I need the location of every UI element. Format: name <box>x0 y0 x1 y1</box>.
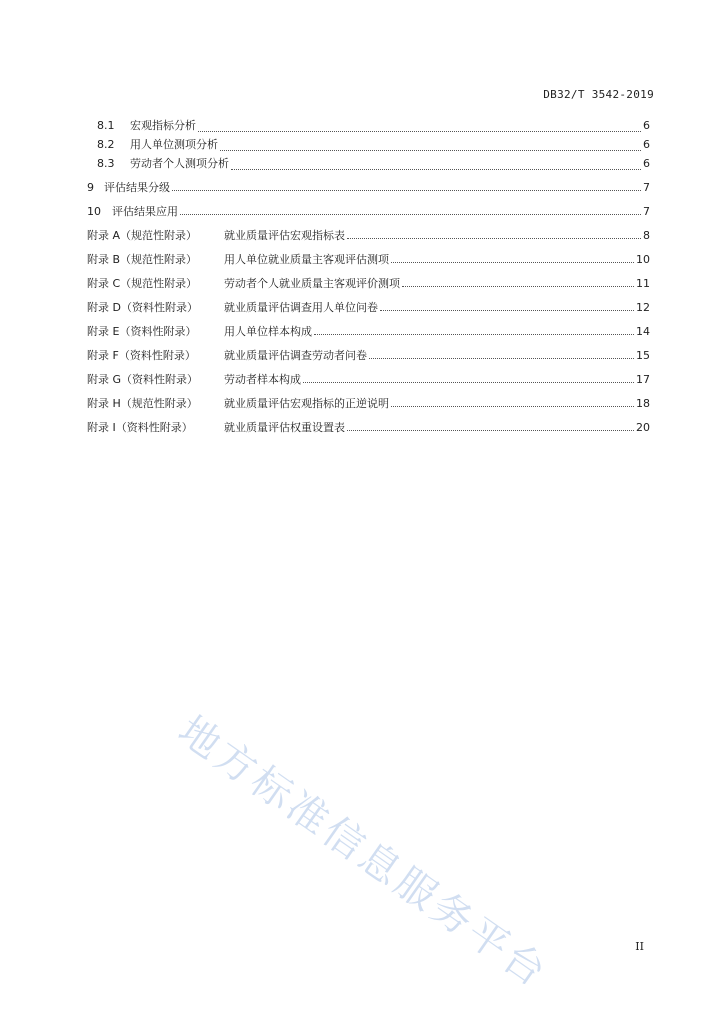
toc-entry-number: 8.1 <box>97 119 115 132</box>
toc-entry-title: 评估结果应用 <box>112 204 178 218</box>
toc-entry-appendix-a[interactable] <box>87 223 650 247</box>
standard-code: DB32/T 3542-2019 <box>543 88 654 101</box>
toc-entry-title: 用人单位就业质量主客观评估测项 <box>224 252 389 266</box>
toc-entry-page: 6 <box>643 119 650 132</box>
toc-entry-number: 附录 A（规范性附录） <box>87 228 198 242</box>
toc-dot-leader <box>172 189 641 191</box>
toc-dot-leader <box>303 381 634 383</box>
toc-dot-leader <box>198 130 641 132</box>
watermark-text: 地方标准信息服务平台 <box>169 707 557 998</box>
toc-entry-9[interactable] <box>87 175 650 199</box>
toc-entry-number: 附录 I（资料性附录） <box>87 420 193 434</box>
toc-dot-leader <box>180 213 641 215</box>
toc-entry-page: 7 <box>643 180 650 194</box>
toc-entry-page: 12 <box>636 300 650 314</box>
toc-entry-page: 8 <box>643 228 650 242</box>
toc-dot-leader <box>231 168 641 170</box>
toc-entry-appendix-g[interactable] <box>87 367 650 391</box>
toc-dot-leader <box>402 285 634 287</box>
toc-entry-page: 15 <box>636 348 650 362</box>
toc-entry-number: 附录 D（资料性附录） <box>87 300 198 314</box>
toc-entry-title: 劳动者样本构成 <box>224 372 301 386</box>
toc-entry-page: 17 <box>636 372 650 386</box>
toc-entry-title: 劳动者个人就业质量主客观评价测项 <box>224 276 400 290</box>
toc-entry-title: 用人单位样本构成 <box>224 324 312 338</box>
toc-entry-title: 就业质量评估权重设置表 <box>224 420 345 434</box>
toc-entry-title: 就业质量评估调查用人单位问卷 <box>224 300 378 314</box>
toc-entry-title: 劳动者个人测项分析 <box>130 157 229 170</box>
toc-entry-number: 附录 E（资料性附录） <box>87 324 197 338</box>
toc-dot-leader <box>369 357 634 359</box>
toc-entry-appendix-h[interactable] <box>87 391 650 415</box>
toc-entry-title: 就业质量评估宏观指标表 <box>224 228 345 242</box>
toc-entry-title: 就业质量评估调查劳动者问卷 <box>224 348 367 362</box>
toc-entry-number: 附录 H（规范性附录） <box>87 396 198 410</box>
toc-entry-8-2[interactable] <box>87 137 650 156</box>
toc-entry-appendix-e[interactable] <box>87 319 650 343</box>
toc-entry-8-3[interactable] <box>87 156 650 175</box>
table-of-contents <box>87 118 650 439</box>
toc-entry-appendix-i[interactable] <box>87 415 650 439</box>
toc-entry-number: 附录 B（规范性附录） <box>87 252 198 266</box>
toc-entry-number: 8.3 <box>97 157 115 170</box>
toc-entry-appendix-f[interactable] <box>87 343 650 367</box>
toc-entry-10[interactable] <box>87 199 650 223</box>
toc-entry-page: 10 <box>636 252 650 266</box>
toc-dot-leader <box>314 333 634 335</box>
toc-dot-leader <box>391 405 634 407</box>
toc-dot-leader <box>347 429 634 431</box>
toc-entry-title: 宏观指标分析 <box>130 119 196 132</box>
toc-entry-page: 14 <box>636 324 650 338</box>
toc-dot-leader <box>391 261 634 263</box>
toc-entry-number: 8.2 <box>97 138 115 151</box>
page-number: II <box>635 940 644 953</box>
toc-entry-appendix-b[interactable] <box>87 247 650 271</box>
toc-entry-number: 9 <box>87 180 94 194</box>
toc-entry-number: 10 <box>87 204 101 218</box>
toc-dot-leader <box>380 309 634 311</box>
toc-entry-page: 6 <box>643 138 650 151</box>
toc-entry-page: 11 <box>636 276 650 290</box>
toc-entry-page: 6 <box>643 157 650 170</box>
toc-dot-leader <box>347 237 641 239</box>
toc-entry-title: 评估结果分级 <box>104 180 170 194</box>
toc-dot-leader <box>220 149 641 151</box>
toc-entry-8-1[interactable] <box>87 118 650 137</box>
toc-entry-title: 就业质量评估宏观指标的正逆说明 <box>224 396 389 410</box>
toc-entry-appendix-d[interactable] <box>87 295 650 319</box>
toc-entry-page: 20 <box>636 420 650 434</box>
toc-entry-page: 18 <box>636 396 650 410</box>
toc-entry-appendix-c[interactable] <box>87 271 650 295</box>
toc-entry-number: 附录 G（资料性附录） <box>87 372 199 386</box>
toc-entry-number: 附录 F（资料性附录） <box>87 348 196 362</box>
toc-entry-title: 用人单位测项分析 <box>130 138 218 151</box>
toc-entry-number: 附录 C（规范性附录） <box>87 276 198 290</box>
toc-entry-page: 7 <box>643 204 650 218</box>
